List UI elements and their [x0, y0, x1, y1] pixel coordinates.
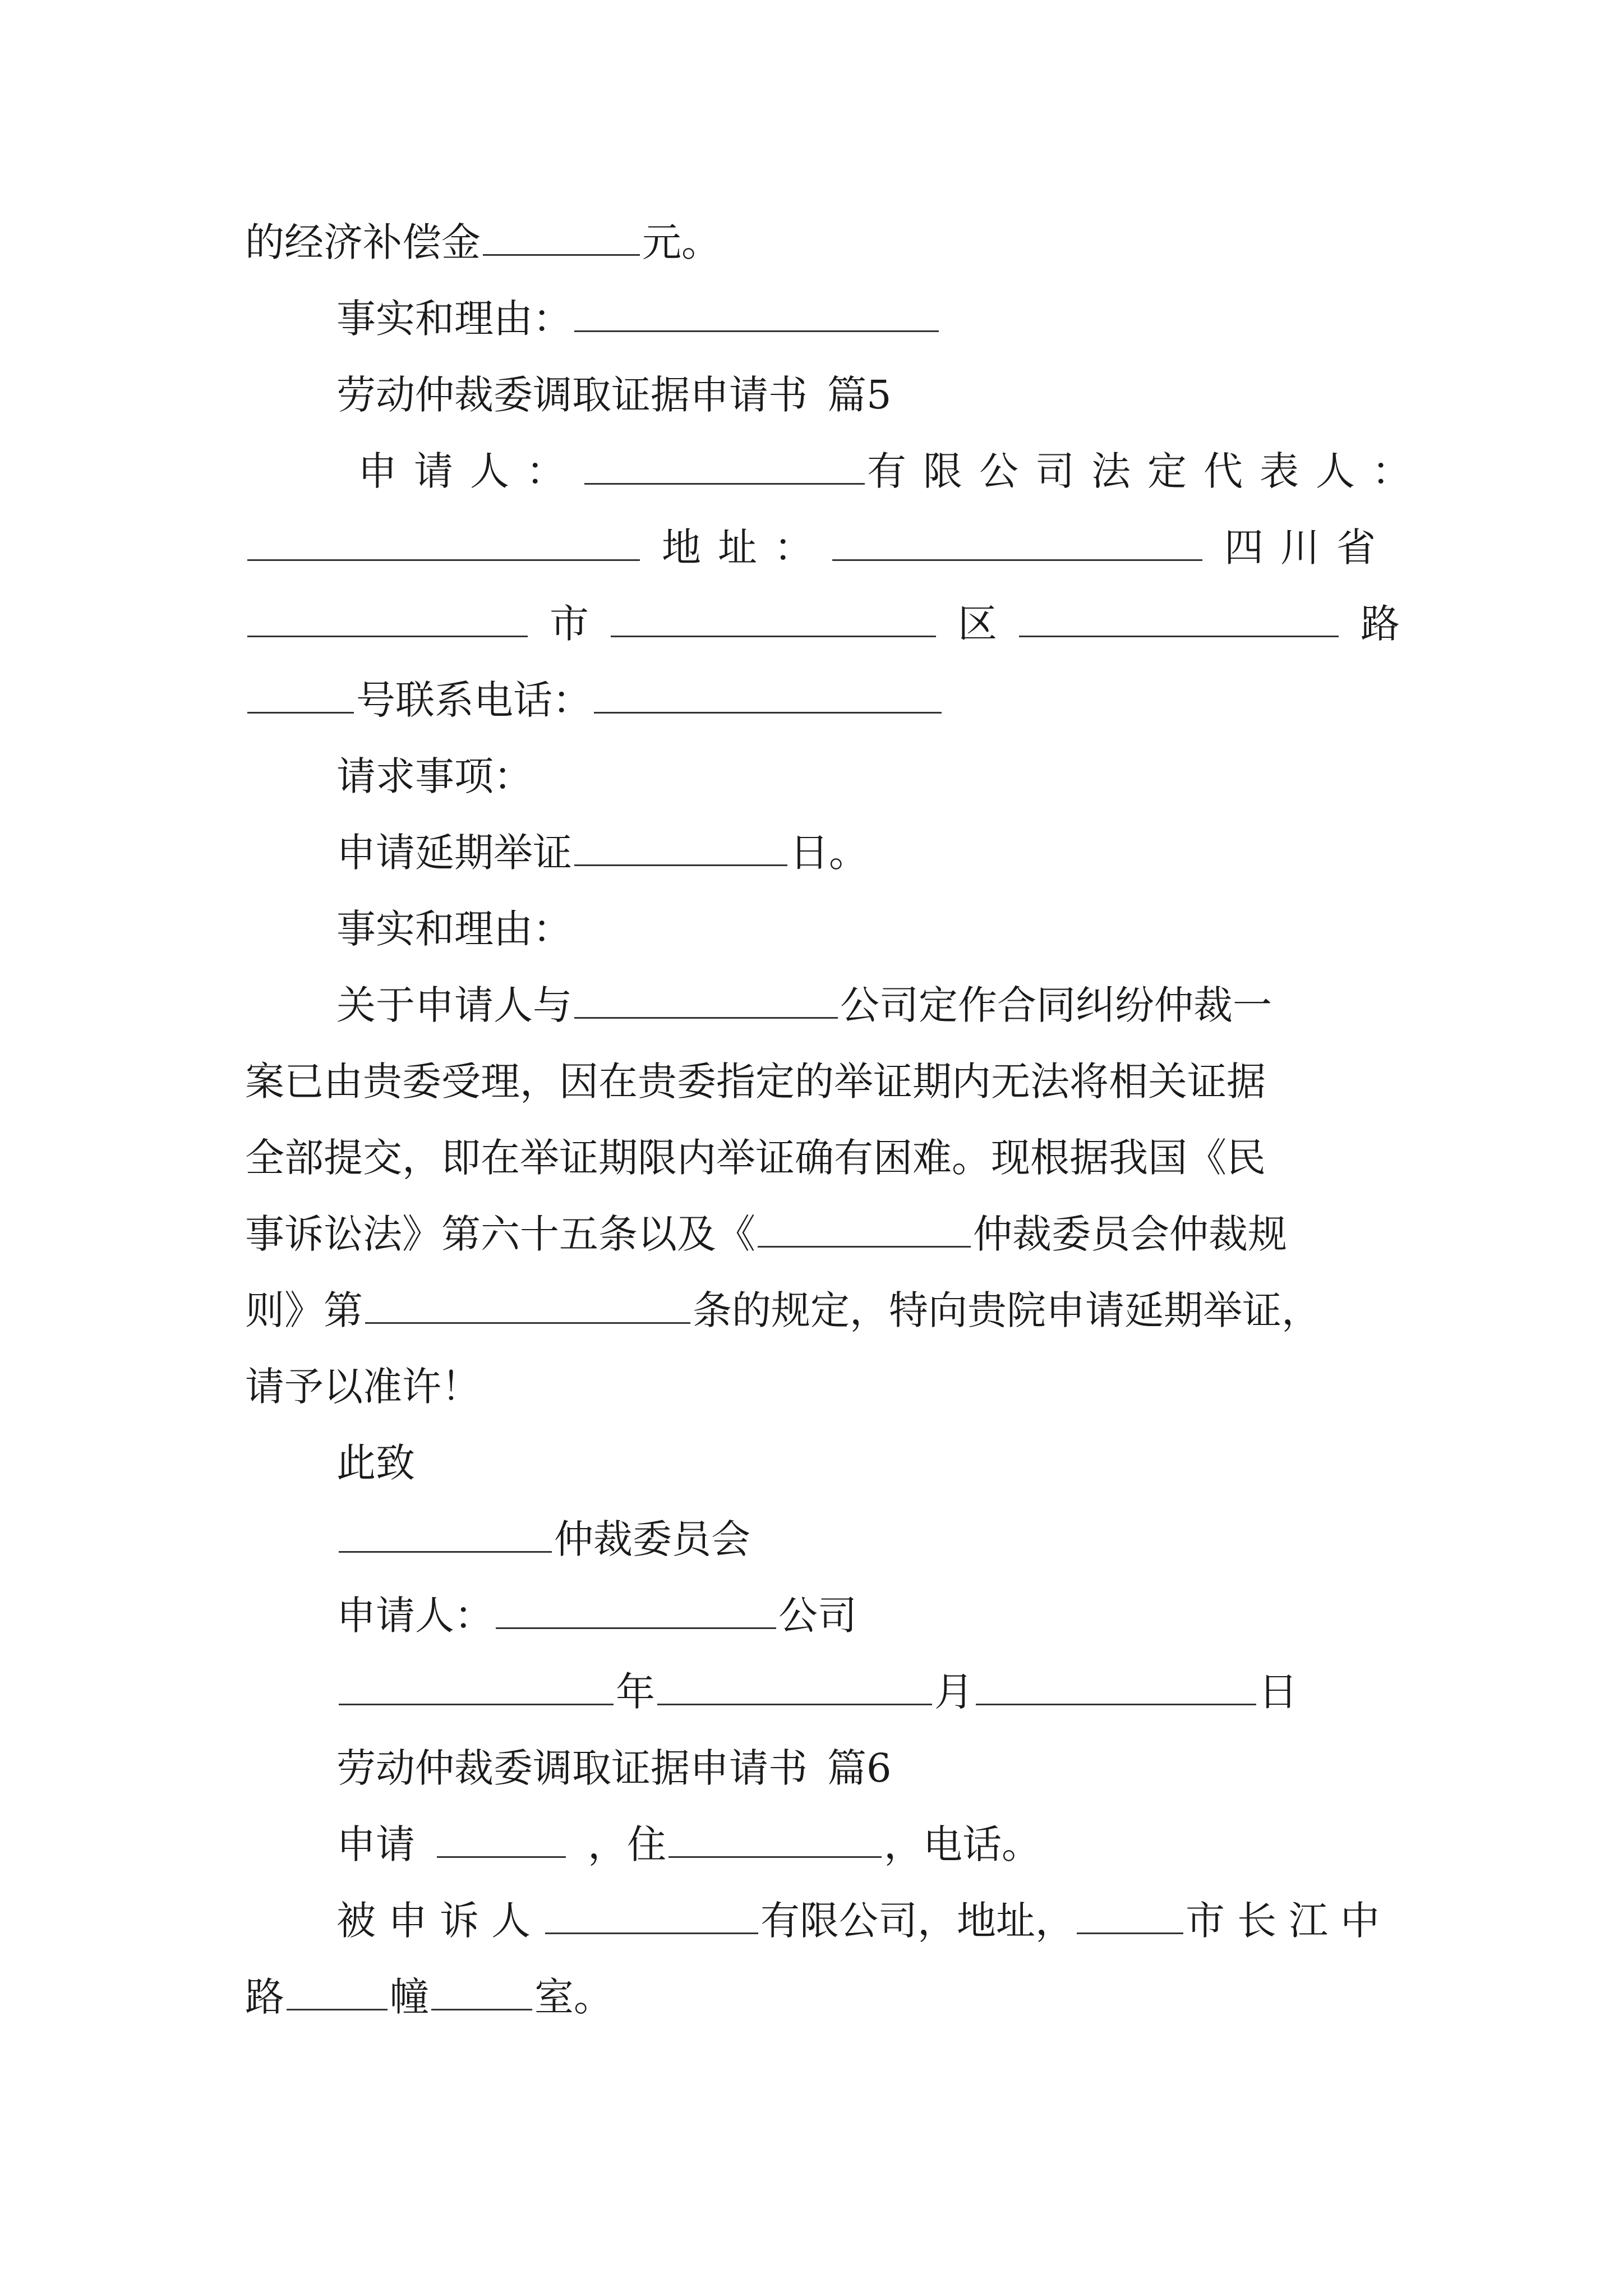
text-fragment: 申请人：: [358, 448, 582, 494]
text-fragment: 被申诉人: [336, 1898, 543, 1944]
text-fragment: 则》第: [245, 1287, 363, 1333]
paragraph-date: [336, 1653, 1298, 1731]
paragraph-body-4: [245, 1195, 1287, 1273]
text-fragment: 仲裁委员会仲裁规: [973, 1211, 1287, 1257]
fill-in-blank: [431, 1976, 532, 2010]
fill-in-blank: [668, 1824, 882, 1858]
text-fragment: 请予以准许！: [245, 1364, 481, 1410]
text-fragment: 的经济补偿金: [245, 219, 481, 265]
text-fragment: 室。: [534, 1974, 613, 2020]
fill-in-blank: [574, 298, 939, 332]
paragraph-respondent: [336, 1881, 1392, 1960]
fill-in-blank: [483, 222, 640, 256]
fill-in-blank: [247, 527, 640, 561]
text-fragment: 区: [958, 601, 997, 647]
text-fragment: 路: [1361, 601, 1400, 647]
text-fragment: 此致: [336, 1440, 415, 1486]
fill-in-blank: [1019, 603, 1339, 637]
section-number: 篇6: [827, 1745, 892, 1791]
text-fragment: 路: [245, 1974, 284, 2020]
fill-in-blank: [611, 603, 936, 637]
text-fragment: 申请: [336, 1821, 415, 1867]
paragraph-requests-heading: [336, 737, 533, 816]
fill-in-blank: [584, 450, 865, 485]
section-number: 篇5: [827, 372, 892, 418]
text-fragment: 有限公司法定代表人：: [867, 448, 1428, 494]
text-fragment: 月: [934, 1669, 974, 1715]
text-fragment: 事实和理由：: [336, 906, 572, 952]
fill-in-blank: [437, 1824, 566, 1858]
paragraph-address: [245, 508, 1393, 587]
text-fragment: 市长江中: [1186, 1898, 1392, 1944]
text-fragment: 事诉讼法》第六十五条以及《: [245, 1211, 755, 1257]
text-fragment: 日: [1258, 1669, 1298, 1715]
text-fragment: 关于申请人与: [336, 982, 572, 1028]
paragraph-applicant-6: [336, 1805, 1041, 1884]
fill-in-blank: [574, 832, 787, 866]
paragraph-address-detail: [245, 585, 1400, 663]
text-fragment: 条的规定，特向贵院申请延期举证，: [693, 1287, 1321, 1333]
text-fragment: 全部提交，即在举证期限内举证确有困难。现根据我国《民: [245, 1135, 1266, 1181]
fill-in-blank: [545, 1900, 758, 1934]
paragraph-phone: [245, 661, 944, 739]
fill-in-blank: [287, 1976, 388, 2010]
text-fragment: 地址：: [662, 524, 830, 570]
fill-in-blank: [574, 984, 838, 1019]
text-fragment: 有限公司，地址，: [760, 1898, 1075, 1944]
fill-in-blank: [365, 1290, 690, 1324]
text-fragment: ，电话。: [884, 1821, 1041, 1867]
section-title: 劳动仲裁委调取证据申请书: [336, 1745, 808, 1791]
paragraph-body-2: [245, 1042, 1266, 1121]
text-fragment: 申请延期举证: [336, 830, 572, 876]
fill-in-blank: [247, 603, 528, 637]
paragraph-facts-heading-2: [336, 890, 572, 968]
section-title: 劳动仲裁委调取证据申请书: [336, 372, 808, 418]
paragraph-body-3: [245, 1119, 1266, 1197]
fill-in-blank: [247, 679, 354, 714]
text-fragment: 市: [550, 601, 589, 647]
paragraph-body-1: [336, 966, 1272, 1045]
paragraph-body-6: [245, 1347, 481, 1426]
text-fragment: 幢: [390, 1974, 429, 2020]
fill-in-blank: [657, 1671, 932, 1705]
fill-in-blank: [832, 527, 1202, 561]
text-fragment: 元。: [642, 219, 721, 265]
section-title-5: [336, 356, 892, 434]
fill-in-blank: [594, 679, 942, 714]
fill-in-blank: [1077, 1900, 1183, 1934]
text-fragment: 四川省: [1224, 524, 1393, 570]
text-fragment: 公司定作合同纠纷仲裁一: [840, 982, 1272, 1028]
section-title-6: [336, 1729, 892, 1807]
text-fragment: 仲裁委员会: [554, 1516, 750, 1562]
text-fragment: ，住: [588, 1821, 666, 1867]
text-fragment: 年: [616, 1669, 655, 1715]
text-fragment: 号联系电话：: [356, 677, 592, 723]
paragraph-respondent-address: [245, 1958, 613, 2036]
paragraph-applicant: [358, 432, 1428, 510]
paragraph-body-5: [245, 1271, 1321, 1350]
paragraph-salutation: [336, 1424, 415, 1502]
paragraph-facts-heading: [336, 279, 941, 358]
paragraph-recipient: [336, 1500, 750, 1579]
fill-in-blank: [496, 1595, 776, 1629]
fill-in-blank: [758, 1213, 971, 1248]
text-fragment: 申请人：: [336, 1593, 494, 1639]
paragraph-compensation: [245, 203, 721, 282]
fill-in-blank: [976, 1671, 1256, 1705]
text-fragment: 请求事项：: [336, 753, 533, 799]
text-fragment: 事实和理由：: [336, 296, 572, 342]
paragraph-signature: [336, 1576, 857, 1655]
fill-in-blank: [339, 1671, 614, 1705]
text-fragment: 公司: [778, 1593, 857, 1639]
paragraph-request-extension: [336, 813, 868, 892]
text-fragment: 日。: [790, 830, 868, 876]
fill-in-blank: [339, 1519, 552, 1553]
text-fragment: 案已由贵委受理，因在贵委指定的举证期内无法将相关证据: [245, 1059, 1266, 1105]
